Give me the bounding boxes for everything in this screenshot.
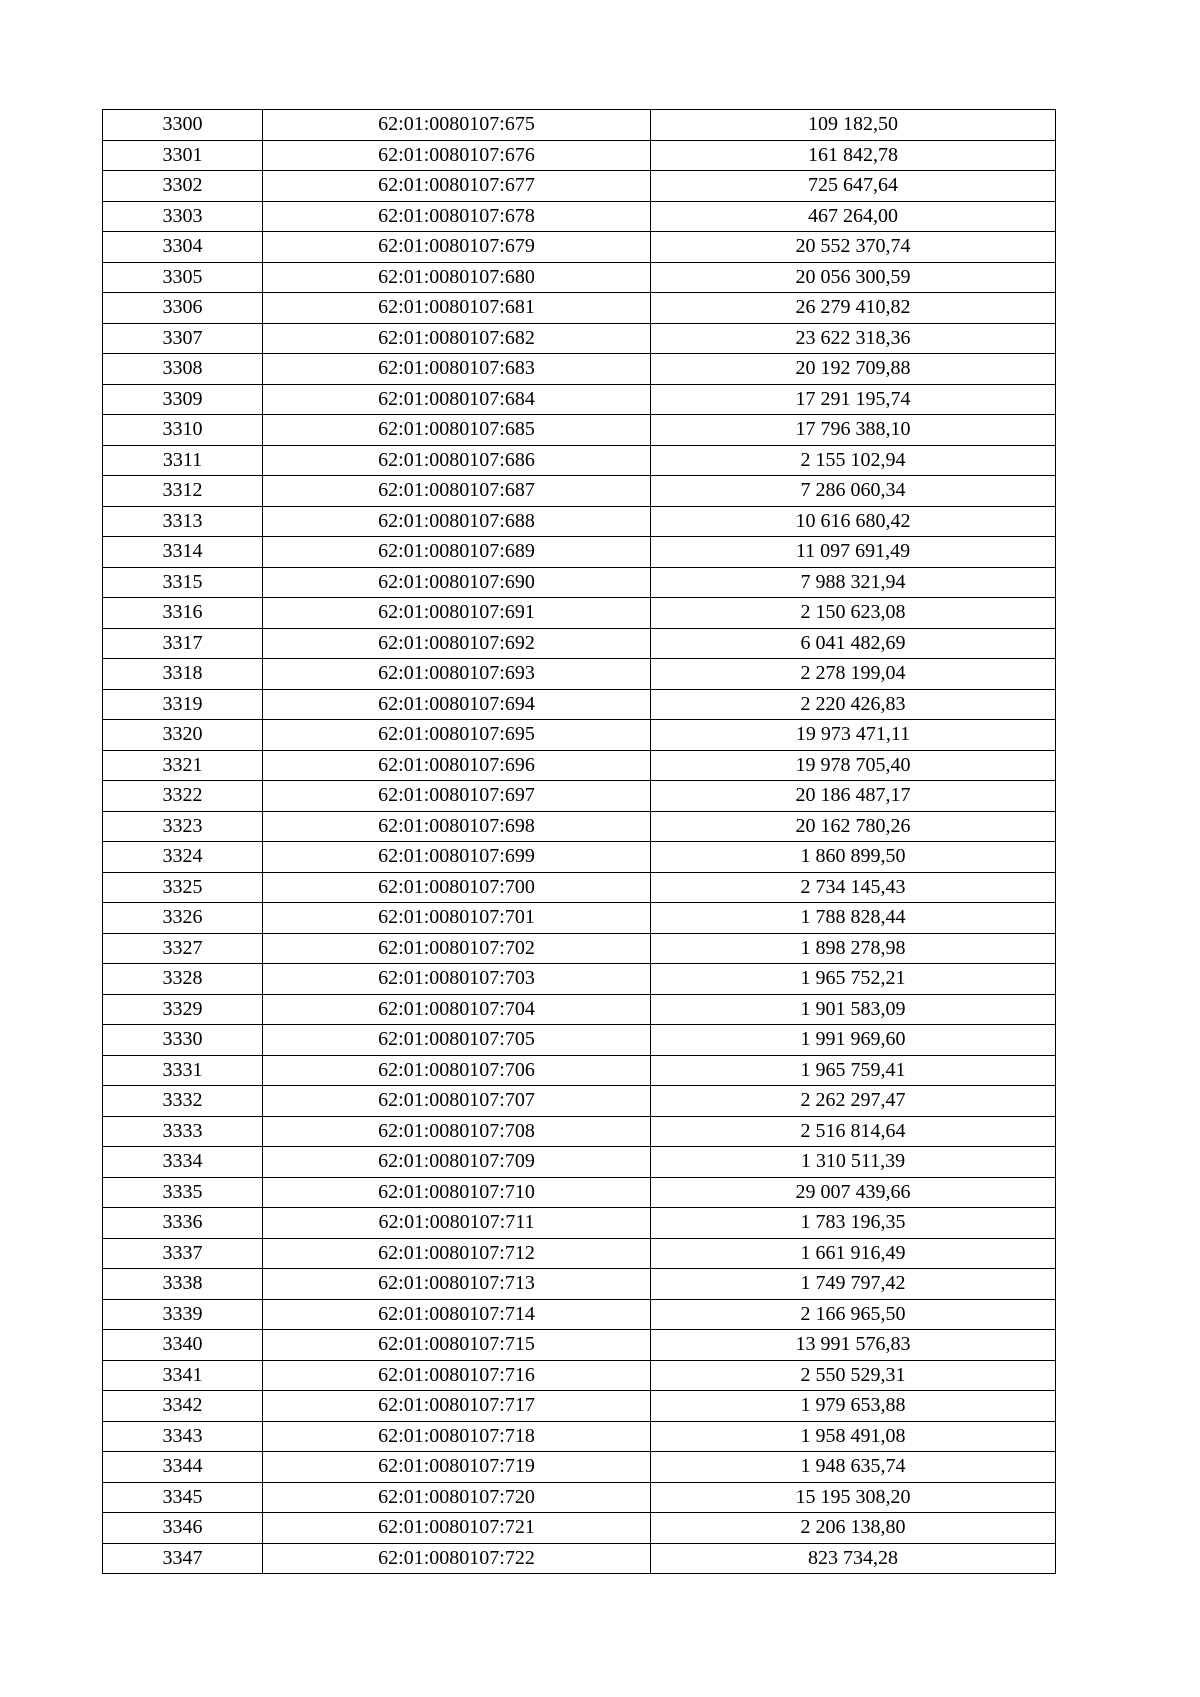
row-number-cell: 3311 xyxy=(103,445,263,476)
cadastral-number-cell: 62:01:0080107:697 xyxy=(263,781,651,812)
cadastral-value-cell: 17 796 388,10 xyxy=(651,415,1056,446)
cadastral-value-cell: 23 622 318,36 xyxy=(651,323,1056,354)
table-body xyxy=(103,110,1056,1574)
cadastral-value-cell: 1 783 196,35 xyxy=(651,1208,1056,1239)
cadastral-value-cell: 1 958 491,08 xyxy=(651,1421,1056,1452)
cadastral-number-cell: 62:01:0080107:700 xyxy=(263,872,651,903)
row-number-cell: 3309 xyxy=(103,384,263,415)
table-row xyxy=(103,1238,1056,1269)
row-number-cell: 3314 xyxy=(103,537,263,568)
cadastral-value-cell: 2 550 529,31 xyxy=(651,1360,1056,1391)
table-row xyxy=(103,811,1056,842)
cadastral-value-cell: 725 647,64 xyxy=(651,171,1056,202)
row-number-cell: 3343 xyxy=(103,1421,263,1452)
table-row xyxy=(103,689,1056,720)
row-number-cell: 3346 xyxy=(103,1513,263,1544)
cadastral-number-cell: 62:01:0080107:698 xyxy=(263,811,651,842)
cadastral-number-cell: 62:01:0080107:696 xyxy=(263,750,651,781)
cadastral-value-cell: 2 278 199,04 xyxy=(651,659,1056,690)
cadastral-number-cell: 62:01:0080107:711 xyxy=(263,1208,651,1239)
cadastral-number-cell: 62:01:0080107:713 xyxy=(263,1269,651,1300)
cadastral-value-cell: 20 192 709,88 xyxy=(651,354,1056,385)
table-row xyxy=(103,598,1056,629)
cadastral-value-cell: 2 516 814,64 xyxy=(651,1116,1056,1147)
row-number-cell: 3338 xyxy=(103,1269,263,1300)
cadastral-value-cell: 7 988 321,94 xyxy=(651,567,1056,598)
cadastral-number-cell: 62:01:0080107:684 xyxy=(263,384,651,415)
cadastral-value-cell: 2 166 965,50 xyxy=(651,1299,1056,1330)
row-number-cell: 3323 xyxy=(103,811,263,842)
cadastral-number-cell: 62:01:0080107:676 xyxy=(263,140,651,171)
cadastral-value-cell: 20 056 300,59 xyxy=(651,262,1056,293)
row-number-cell: 3322 xyxy=(103,781,263,812)
row-number-cell: 3312 xyxy=(103,476,263,507)
table-row xyxy=(103,1055,1056,1086)
cadastral-value-cell: 1 979 653,88 xyxy=(651,1391,1056,1422)
cadastral-number-cell: 62:01:0080107:716 xyxy=(263,1360,651,1391)
row-number-cell: 3344 xyxy=(103,1452,263,1483)
cadastral-number-cell: 62:01:0080107:722 xyxy=(263,1543,651,1574)
table-row xyxy=(103,659,1056,690)
table-row xyxy=(103,1147,1056,1178)
cadastral-value-cell: 2 150 623,08 xyxy=(651,598,1056,629)
row-number-cell: 3302 xyxy=(103,171,263,202)
cadastral-value-cell: 20 552 370,74 xyxy=(651,232,1056,263)
cadastral-number-cell: 62:01:0080107:692 xyxy=(263,628,651,659)
cadastral-number-cell: 62:01:0080107:704 xyxy=(263,994,651,1025)
cadastral-value-cell: 1 965 752,21 xyxy=(651,964,1056,995)
cadastral-number-cell: 62:01:0080107:693 xyxy=(263,659,651,690)
cadastral-number-cell: 62:01:0080107:690 xyxy=(263,567,651,598)
cadastral-value-cell: 1 661 916,49 xyxy=(651,1238,1056,1269)
cadastral-number-cell: 62:01:0080107:681 xyxy=(263,293,651,324)
cadastral-number-cell: 62:01:0080107:682 xyxy=(263,323,651,354)
row-number-cell: 3310 xyxy=(103,415,263,446)
table-row xyxy=(103,1543,1056,1574)
cadastral-value-cell: 1 310 511,39 xyxy=(651,1147,1056,1178)
cadastral-number-cell: 62:01:0080107:707 xyxy=(263,1086,651,1117)
table-row xyxy=(103,506,1056,537)
cadastral-value-cell: 2 262 297,47 xyxy=(651,1086,1056,1117)
cadastral-number-cell: 62:01:0080107:701 xyxy=(263,903,651,934)
table-row xyxy=(103,415,1056,446)
cadastral-number-cell: 62:01:0080107:709 xyxy=(263,1147,651,1178)
row-number-cell: 3319 xyxy=(103,689,263,720)
row-number-cell: 3336 xyxy=(103,1208,263,1239)
table-row xyxy=(103,1482,1056,1513)
row-number-cell: 3342 xyxy=(103,1391,263,1422)
cadastral-number-cell: 62:01:0080107:680 xyxy=(263,262,651,293)
row-number-cell: 3328 xyxy=(103,964,263,995)
row-number-cell: 3347 xyxy=(103,1543,263,1574)
table-row xyxy=(103,201,1056,232)
table-row xyxy=(103,232,1056,263)
cadastral-value-cell: 29 007 439,66 xyxy=(651,1177,1056,1208)
table-row xyxy=(103,1177,1056,1208)
table-row xyxy=(103,1391,1056,1422)
cadastral-number-cell: 62:01:0080107:691 xyxy=(263,598,651,629)
cadastral-number-cell: 62:01:0080107:717 xyxy=(263,1391,651,1422)
cadastral-value-cell: 20 162 780,26 xyxy=(651,811,1056,842)
row-number-cell: 3316 xyxy=(103,598,263,629)
cadastral-number-cell: 62:01:0080107:686 xyxy=(263,445,651,476)
cadastral-number-cell: 62:01:0080107:694 xyxy=(263,689,651,720)
row-number-cell: 3318 xyxy=(103,659,263,690)
cadastral-number-cell: 62:01:0080107:714 xyxy=(263,1299,651,1330)
row-number-cell: 3340 xyxy=(103,1330,263,1361)
row-number-cell: 3329 xyxy=(103,994,263,1025)
row-number-cell: 3339 xyxy=(103,1299,263,1330)
row-number-cell: 3305 xyxy=(103,262,263,293)
cadastral-value-cell: 1 901 583,09 xyxy=(651,994,1056,1025)
table-row xyxy=(103,171,1056,202)
row-number-cell: 3326 xyxy=(103,903,263,934)
table-row xyxy=(103,842,1056,873)
cadastral-number-cell: 62:01:0080107:685 xyxy=(263,415,651,446)
table-row xyxy=(103,628,1056,659)
cadastral-value-cell: 1 965 759,41 xyxy=(651,1055,1056,1086)
table-row xyxy=(103,262,1056,293)
cadastral-value-cell: 2 734 145,43 xyxy=(651,872,1056,903)
cadastral-number-cell: 62:01:0080107:695 xyxy=(263,720,651,751)
row-number-cell: 3304 xyxy=(103,232,263,263)
table-row xyxy=(103,1299,1056,1330)
table-row xyxy=(103,1330,1056,1361)
cadastral-value-cell: 109 182,50 xyxy=(651,110,1056,141)
table-row xyxy=(103,1421,1056,1452)
cadastral-number-cell: 62:01:0080107:712 xyxy=(263,1238,651,1269)
table-row xyxy=(103,354,1056,385)
table-row xyxy=(103,323,1056,354)
table-row xyxy=(103,1025,1056,1056)
cadastral-value-cell: 2 155 102,94 xyxy=(651,445,1056,476)
table-row xyxy=(103,781,1056,812)
cadastral-number-cell: 62:01:0080107:718 xyxy=(263,1421,651,1452)
table-row xyxy=(103,445,1056,476)
cadastral-value-cell: 1 788 828,44 xyxy=(651,903,1056,934)
cadastral-value-cell: 1 860 899,50 xyxy=(651,842,1056,873)
cadastral-value-cell: 15 195 308,20 xyxy=(651,1482,1056,1513)
table-row xyxy=(103,140,1056,171)
cadastral-value-cell: 11 097 691,49 xyxy=(651,537,1056,568)
table-row xyxy=(103,1513,1056,1544)
table-row xyxy=(103,1208,1056,1239)
table-row xyxy=(103,476,1056,507)
table-row xyxy=(103,964,1056,995)
cadastral-value-cell: 161 842,78 xyxy=(651,140,1056,171)
row-number-cell: 3334 xyxy=(103,1147,263,1178)
cadastral-number-cell: 62:01:0080107:708 xyxy=(263,1116,651,1147)
row-number-cell: 3306 xyxy=(103,293,263,324)
cadastral-number-cell: 62:01:0080107:678 xyxy=(263,201,651,232)
cadastral-number-cell: 62:01:0080107:683 xyxy=(263,354,651,385)
cadastral-value-cell: 10 616 680,42 xyxy=(651,506,1056,537)
cadastral-number-cell: 62:01:0080107:719 xyxy=(263,1452,651,1483)
cadastral-number-cell: 62:01:0080107:689 xyxy=(263,537,651,568)
cadastral-number-cell: 62:01:0080107:720 xyxy=(263,1482,651,1513)
cadastral-value-cell: 6 041 482,69 xyxy=(651,628,1056,659)
row-number-cell: 3325 xyxy=(103,872,263,903)
row-number-cell: 3345 xyxy=(103,1482,263,1513)
row-number-cell: 3330 xyxy=(103,1025,263,1056)
cadastral-number-cell: 62:01:0080107:715 xyxy=(263,1330,651,1361)
table-row xyxy=(103,1360,1056,1391)
row-number-cell: 3315 xyxy=(103,567,263,598)
cadastral-number-cell: 62:01:0080107:687 xyxy=(263,476,651,507)
row-number-cell: 3335 xyxy=(103,1177,263,1208)
table-row xyxy=(103,537,1056,568)
cadastral-number-cell: 62:01:0080107:703 xyxy=(263,964,651,995)
cadastral-value-table xyxy=(102,109,1056,1574)
table-row xyxy=(103,1452,1056,1483)
row-number-cell: 3313 xyxy=(103,506,263,537)
row-number-cell: 3320 xyxy=(103,720,263,751)
row-number-cell: 3331 xyxy=(103,1055,263,1086)
cadastral-value-cell: 19 973 471,11 xyxy=(651,720,1056,751)
cadastral-number-cell: 62:01:0080107:675 xyxy=(263,110,651,141)
table-row xyxy=(103,903,1056,934)
cadastral-number-cell: 62:01:0080107:706 xyxy=(263,1055,651,1086)
cadastral-value-cell: 1 948 635,74 xyxy=(651,1452,1056,1483)
table-row xyxy=(103,933,1056,964)
row-number-cell: 3303 xyxy=(103,201,263,232)
cadastral-number-cell: 62:01:0080107:679 xyxy=(263,232,651,263)
cadastral-number-cell: 62:01:0080107:710 xyxy=(263,1177,651,1208)
table-row xyxy=(103,1086,1056,1117)
row-number-cell: 3324 xyxy=(103,842,263,873)
cadastral-number-cell: 62:01:0080107:702 xyxy=(263,933,651,964)
cadastral-number-cell: 62:01:0080107:677 xyxy=(263,171,651,202)
cadastral-value-cell: 26 279 410,82 xyxy=(651,293,1056,324)
table-row xyxy=(103,872,1056,903)
row-number-cell: 3333 xyxy=(103,1116,263,1147)
cadastral-value-cell: 1 749 797,42 xyxy=(651,1269,1056,1300)
table-row xyxy=(103,110,1056,141)
table-row xyxy=(103,567,1056,598)
row-number-cell: 3341 xyxy=(103,1360,263,1391)
row-number-cell: 3337 xyxy=(103,1238,263,1269)
row-number-cell: 3317 xyxy=(103,628,263,659)
cadastral-value-cell: 1 991 969,60 xyxy=(651,1025,1056,1056)
table-row xyxy=(103,994,1056,1025)
cadastral-value-cell: 17 291 195,74 xyxy=(651,384,1056,415)
table-row xyxy=(103,384,1056,415)
row-number-cell: 3300 xyxy=(103,110,263,141)
row-number-cell: 3321 xyxy=(103,750,263,781)
cadastral-value-cell: 7 286 060,34 xyxy=(651,476,1056,507)
row-number-cell: 3332 xyxy=(103,1086,263,1117)
cadastral-value-cell: 19 978 705,40 xyxy=(651,750,1056,781)
cadastral-value-cell: 2 220 426,83 xyxy=(651,689,1056,720)
table-row xyxy=(103,1116,1056,1147)
cadastral-value-cell: 1 898 278,98 xyxy=(651,933,1056,964)
table-row xyxy=(103,720,1056,751)
row-number-cell: 3308 xyxy=(103,354,263,385)
row-number-cell: 3301 xyxy=(103,140,263,171)
cadastral-value-cell: 823 734,28 xyxy=(651,1543,1056,1574)
cadastral-value-cell: 467 264,00 xyxy=(651,201,1056,232)
table-row xyxy=(103,293,1056,324)
cadastral-number-cell: 62:01:0080107:721 xyxy=(263,1513,651,1544)
cadastral-value-cell: 2 206 138,80 xyxy=(651,1513,1056,1544)
cadastral-value-cell: 20 186 487,17 xyxy=(651,781,1056,812)
row-number-cell: 3327 xyxy=(103,933,263,964)
cadastral-number-cell: 62:01:0080107:705 xyxy=(263,1025,651,1056)
table-row xyxy=(103,750,1056,781)
cadastral-number-cell: 62:01:0080107:688 xyxy=(263,506,651,537)
cadastral-number-cell: 62:01:0080107:699 xyxy=(263,842,651,873)
row-number-cell: 3307 xyxy=(103,323,263,354)
table-row xyxy=(103,1269,1056,1300)
cadastral-value-cell: 13 991 576,83 xyxy=(651,1330,1056,1361)
